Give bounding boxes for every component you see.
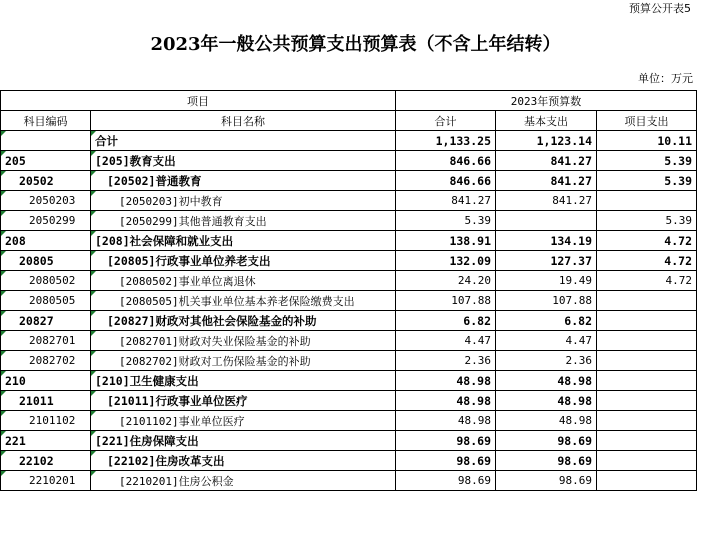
- row-project-cell: 4.72: [597, 271, 697, 291]
- row-total-cell: 24.20: [396, 271, 496, 291]
- row-basic-cell: 841.27: [496, 191, 597, 211]
- table-row: [1, 171, 697, 191]
- table-row: [1, 391, 697, 411]
- header-row-1: [1, 91, 697, 111]
- row-total-cell: 4.47: [396, 331, 496, 351]
- row-project-cell: [597, 311, 697, 331]
- row-basic-cell: 48.98: [496, 391, 597, 411]
- table-row: [1, 211, 697, 231]
- row-total-cell: 48.98: [396, 371, 496, 391]
- row-project-cell: 10.11: [597, 131, 697, 151]
- row-name-cell: [2080502]事业单位离退休: [91, 271, 396, 291]
- row-basic-cell: 2.36: [496, 351, 597, 371]
- row-total-cell: 6.82: [396, 311, 496, 331]
- row-project-cell: [597, 331, 697, 351]
- row-code-cell: 22102: [1, 451, 91, 471]
- row-total-cell: 138.91: [396, 231, 496, 251]
- row-code-cell: 2050299: [1, 211, 91, 231]
- row-total-cell: 5.39: [396, 211, 496, 231]
- table-row: [1, 151, 697, 171]
- row-total-cell: 48.98: [396, 391, 496, 411]
- table-row: [1, 411, 697, 431]
- row-project-cell: 4.72: [597, 231, 697, 251]
- row-project-cell: [597, 431, 697, 451]
- row-total-cell: 98.69: [396, 471, 496, 491]
- table-row: [1, 311, 697, 331]
- row-code-cell: 20805: [1, 251, 91, 271]
- row-project-cell: 4.72: [597, 251, 697, 271]
- table-row: [1, 371, 697, 391]
- header-row-2: [1, 111, 697, 131]
- row-code-cell: [1, 131, 91, 151]
- row-name-cell: 合计: [91, 131, 396, 151]
- row-name-cell: [2050299]其他普通教育支出: [91, 211, 396, 231]
- row-project-cell: [597, 451, 697, 471]
- table-row: [1, 291, 697, 311]
- header-name: 科目名称: [91, 111, 396, 131]
- row-basic-cell: 6.82: [496, 311, 597, 331]
- row-code-cell: 2082702: [1, 351, 91, 371]
- row-name-cell: [208]社会保障和就业支出: [91, 231, 396, 251]
- row-code-cell: 208: [1, 231, 91, 251]
- row-project-cell: 5.39: [597, 151, 697, 171]
- row-name-cell: [2101102]事业单位医疗: [91, 411, 396, 431]
- row-name-cell: [20805]行政事业单位养老支出: [91, 251, 396, 271]
- budget-table: [0, 90, 697, 491]
- table-row: [1, 271, 697, 291]
- unit-label: 单位：万元: [638, 72, 693, 85]
- table-row: [1, 431, 697, 451]
- row-code-cell: 221: [1, 431, 91, 451]
- row-total-cell: 107.88: [396, 291, 496, 311]
- table-row: [1, 231, 697, 251]
- row-code-cell: 210: [1, 371, 91, 391]
- row-total-cell: 98.69: [396, 431, 496, 451]
- row-basic-cell: 4.47: [496, 331, 597, 351]
- header-project: 项目: [1, 91, 396, 111]
- row-name-cell: [22102]住房改革支出: [91, 451, 396, 471]
- table-row: [1, 471, 697, 491]
- row-total-cell: 1,133.25: [396, 131, 496, 151]
- header-basic: 基本支出: [496, 111, 597, 131]
- row-name-cell: [2050203]初中教育: [91, 191, 396, 211]
- row-basic-cell: 48.98: [496, 411, 597, 431]
- row-name-cell: [20827]财政对其他社会保险基金的补助: [91, 311, 396, 331]
- table-row: [1, 251, 697, 271]
- row-code-cell: 2080505: [1, 291, 91, 311]
- row-total-cell: 841.27: [396, 191, 496, 211]
- table-row: [1, 331, 697, 351]
- header-project-spend: 项目支出: [597, 111, 697, 131]
- row-total-cell: 98.69: [396, 451, 496, 471]
- row-basic-cell: 127.37: [496, 251, 597, 271]
- table-number-label: 预算公开表5: [629, 2, 691, 15]
- row-name-cell: [221]住房保障支出: [91, 431, 396, 451]
- row-total-cell: 2.36: [396, 351, 496, 371]
- row-project-cell: 5.39: [597, 171, 697, 191]
- row-code-cell: 2210201: [1, 471, 91, 491]
- row-name-cell: [210]卫生健康支出: [91, 371, 396, 391]
- row-basic-cell: 48.98: [496, 371, 597, 391]
- row-name-cell: [2080505]机关事业单位基本养老保险缴费支出: [91, 291, 396, 311]
- row-basic-cell: 98.69: [496, 471, 597, 491]
- row-project-cell: [597, 191, 697, 211]
- row-project-cell: [597, 471, 697, 491]
- row-name-cell: [21011]行政事业单位医疗: [91, 391, 396, 411]
- row-basic-cell: 841.27: [496, 171, 597, 191]
- row-name-cell: [2082702]财政对工伤保险基金的补助: [91, 351, 396, 371]
- row-project-cell: 5.39: [597, 211, 697, 231]
- header-budget-year: 2023年预算数: [396, 91, 697, 111]
- row-project-cell: [597, 351, 697, 371]
- table-row: [1, 451, 697, 471]
- row-name-cell: [205]教育支出: [91, 151, 396, 171]
- row-code-cell: 2080502: [1, 271, 91, 291]
- row-project-cell: [597, 411, 697, 431]
- header-code: 科目编码: [1, 111, 91, 131]
- row-code-cell: 21011: [1, 391, 91, 411]
- row-name-cell: [20502]普通教育: [91, 171, 396, 191]
- row-code-cell: 20827: [1, 311, 91, 331]
- row-name-cell: [2082701]财政对失业保险基金的补助: [91, 331, 396, 351]
- row-project-cell: [597, 371, 697, 391]
- row-code-cell: 2082701: [1, 331, 91, 351]
- row-basic-cell: 98.69: [496, 451, 597, 471]
- row-code-cell: 2050203: [1, 191, 91, 211]
- row-code-cell: 2101102: [1, 411, 91, 431]
- row-basic-cell: 98.69: [496, 431, 597, 451]
- row-basic-cell: 19.49: [496, 271, 597, 291]
- table-row: [1, 351, 697, 371]
- row-project-cell: [597, 291, 697, 311]
- row-name-cell: [2210201]住房公积金: [91, 471, 396, 491]
- row-basic-cell: 134.19: [496, 231, 597, 251]
- row-total-cell: 846.66: [396, 151, 496, 171]
- row-code-cell: 205: [1, 151, 91, 171]
- row-basic-cell: 107.88: [496, 291, 597, 311]
- row-basic-cell: 1,123.14: [496, 131, 597, 151]
- table-row: [1, 131, 697, 151]
- table-row: [1, 191, 697, 211]
- row-code-cell: 20502: [1, 171, 91, 191]
- header-total: 合计: [396, 111, 496, 131]
- row-total-cell: 846.66: [396, 171, 496, 191]
- row-basic-cell: [496, 211, 597, 231]
- row-basic-cell: 841.27: [496, 151, 597, 171]
- row-total-cell: 48.98: [396, 411, 496, 431]
- row-total-cell: 132.09: [396, 251, 496, 271]
- row-project-cell: [597, 391, 697, 411]
- page-title: 2023年一般公共预算支出预算表（不含上年结转）: [150, 34, 561, 55]
